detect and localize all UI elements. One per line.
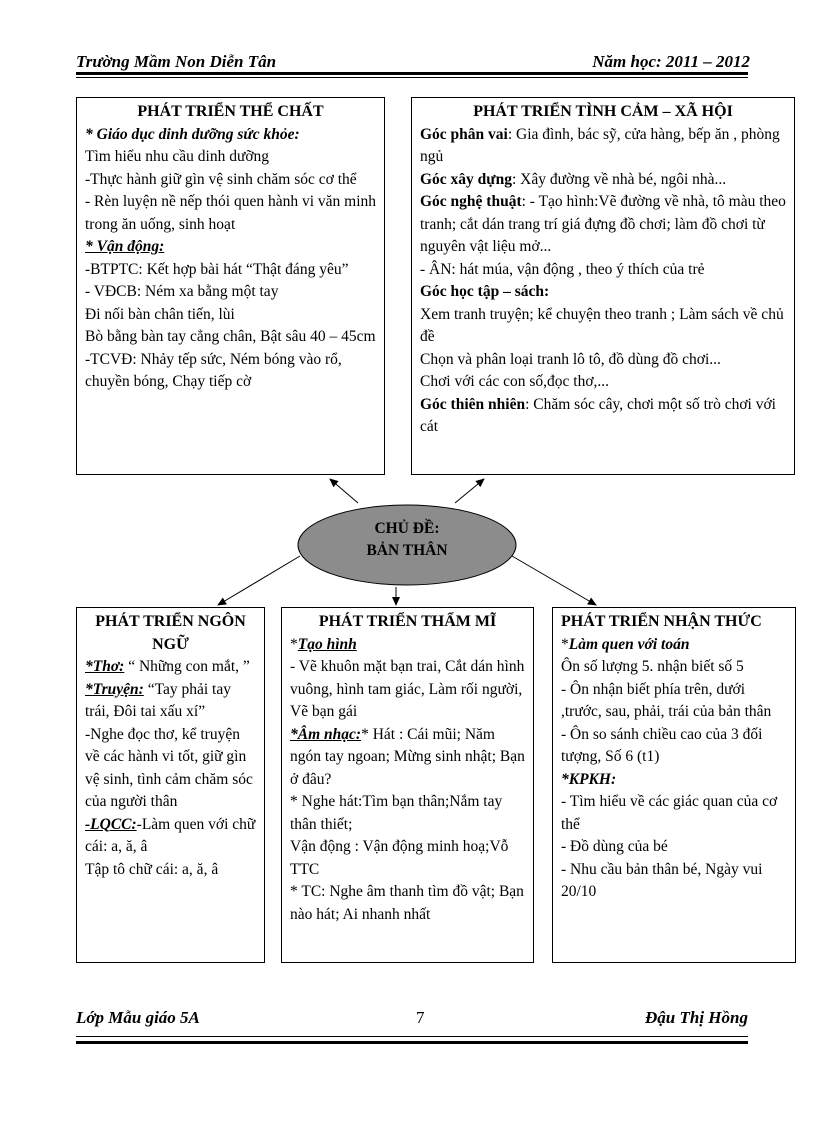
story-line — [85, 679, 256, 724]
motor-item: Đi nối bàn chân tiến, lùi — [85, 305, 235, 323]
nutrition-item: -Thực hành giữ gìn vệ sinh chăm sóc cơ thể — [85, 170, 357, 188]
art-music: - ÂN: hát múa, vận động , theo ý thích của trẻ — [420, 260, 705, 278]
story-text: “Tay phải tay trái, Đôi tai xấu xí” — [85, 680, 231, 720]
header-year: Năm học: 2011 – 2012 — [592, 52, 750, 71]
music-label: *Âm nhạc: — [290, 725, 362, 743]
study-item: Chơi với các con số,đọc thơ,... — [420, 373, 610, 390]
nature-text: : Chăm sóc cây, chơi một số trò chơi với cát — [420, 395, 776, 435]
math-item: - Ôn so sánh chiều cao của 3 đối tượng, Số 6 (t1) — [561, 725, 763, 765]
kpkh-item: - Tìm hiểu về các giác quan của cơ thể — [561, 793, 778, 833]
music-text: * Hát : Cái mũi; Năm ngón tay ngoan; Mừng sinh nhật; Bạn ở đâu? — [290, 725, 525, 788]
motor-heading: * Vận động: — [85, 238, 165, 255]
nutrition-heading: * Giáo dục dinh dưỡng sức khỏe: — [85, 125, 300, 143]
poem-line — [85, 656, 256, 679]
footer-teacher: Đậu Thị Hồng — [645, 1008, 748, 1027]
art-text: : - Tạo hình:Vẽ đường về nhà, tô màu theo tranh; cắt dán trang trí giá đựng đồ chơi; làm đồ chơi từ nguyên vật liệu mở... — [420, 193, 786, 255]
footer-rule-thin — [76, 1036, 748, 1037]
aesthetic-development-box — [281, 607, 534, 963]
lqcc-line — [85, 814, 256, 859]
kpkh-label: *KPKH: — [561, 770, 617, 788]
language-title: PHÁT TRIỂN NGÔN NGỮ — [95, 613, 246, 653]
poem-label: *Thơ: — [85, 658, 125, 675]
poem-text: “ Những con mắt, ” — [124, 658, 250, 675]
math-heading: *Làm quen với toán — [561, 635, 690, 653]
language-item: -Nghe đọc thơ, kể truyện về các hành vi tốt, giữ gìn vệ sinh, tình cảm chăm sóc của người thân — [85, 725, 253, 810]
art-heading: *Tạo hình — [290, 635, 357, 653]
arrow-to-physical — [330, 479, 358, 503]
cognitive-title: PHÁT TRIỂN NHẬN THỨC — [561, 613, 762, 630]
motor-item: -BTPTC: Kết hợp bài hát “Thật đáng yêu” — [85, 260, 349, 278]
lqcc-text: -Làm quen với chữ cái: a, ă, â — [85, 815, 256, 855]
footer-class: Lớp Mẫu giáo 5A — [76, 1008, 200, 1027]
arrow-to-social — [455, 479, 484, 503]
music-line — [290, 724, 525, 792]
social-title: PHÁT TRIỂN TÌNH CẢM – XÃ HỘI — [473, 103, 733, 120]
nature-corner — [420, 394, 786, 439]
role-label: Góc phân vai — [420, 125, 508, 143]
build-text: : Xây đường về nhà bé, ngôi nhà... — [511, 170, 727, 188]
listen-line: * Nghe hát:Tìm bạn thân;Nắm tay thân thiết; — [290, 793, 503, 833]
art-text: - Vẽ khuôn mặt bạn trai, Cắt dán hình vuông, hình tam giác, Làm rối người, Vẽ bạn gái — [290, 658, 525, 720]
motor-item: -TCVĐ: Nhảy tếp sức, Ném bóng vào rổ, chuyền bóng, Chạy tiếp cờ — [85, 350, 342, 390]
role-text: : Gia đình, bác sỹ, cửa hàng, bếp ăn , phòng ngủ — [420, 125, 780, 165]
language-development-box — [76, 607, 265, 963]
header-school: Trường Mầm Non Diễn Tân — [76, 52, 277, 71]
trace-line: Tập tô chữ cái: a, ă, â — [85, 860, 219, 878]
nutrition-item: Tìm hiểu nhu cầu dinh dưỡng — [85, 148, 270, 165]
arrow-to-language — [218, 556, 300, 605]
aesthetic-title: PHÁT TRIỂN THẨM MĨ — [318, 613, 497, 630]
motor-item: Bò bằng bàn tay cẳng chân, Bật sâu 40 – 45cm — [85, 328, 376, 345]
art-corner — [420, 191, 786, 259]
lqcc-label: -LQCC: — [85, 815, 137, 833]
cognitive-development-box — [552, 607, 796, 963]
role-corner — [420, 124, 786, 169]
physical-title: PHÁT TRIỂN THỂ CHẤT — [137, 103, 324, 120]
game-line: * TC: Nghe âm thanh tìm đồ vật; Bạn nào hát; Ai nhanh nhất — [290, 883, 524, 923]
footer-rule-thick — [76, 1041, 748, 1044]
nature-label: Góc thiên nhiên — [420, 395, 526, 413]
kpkh-item: - Đồ dùng của bé — [561, 838, 668, 855]
math-item: Ôn số lượng 5. nhận biết số 5 — [561, 658, 744, 675]
art-heading-label: Tạo hình — [297, 635, 357, 653]
story-label: *Truyện: — [85, 680, 144, 698]
topic-line2: BẢN THÂN — [366, 542, 448, 559]
topic-line1: CHỦ ĐỀ: — [374, 520, 440, 537]
study-label: Góc học tập – sách: — [420, 283, 550, 300]
study-item: Chọn và phân loại tranh lô tô, đồ dùng đồ chơi... — [420, 350, 721, 368]
art-label: Góc nghệ thuật — [420, 193, 522, 210]
arrow-to-cognitive — [512, 556, 596, 605]
physical-development-box — [76, 97, 385, 475]
study-item: Xem tranh truyện; kể chuyện theo tranh ; Làm sách về chủ đề — [420, 305, 784, 345]
motor-item: - VĐCB: Ném xa bằng một tay — [85, 283, 279, 300]
social-development-box — [411, 97, 795, 475]
math-item: - Ôn nhận biết phía trên, dưới ,trước, sau, phải, trái của bản thân — [561, 680, 772, 720]
topic-label — [296, 518, 518, 562]
build-corner — [420, 169, 786, 192]
build-label: Góc xây dựng — [420, 170, 512, 188]
kpkh-item: - Nhu cầu bản thân bé, Ngày vui 20/10 — [561, 860, 763, 900]
page-number: 7 — [416, 1008, 425, 1027]
math-label: Làm quen với toán — [568, 635, 690, 653]
movement-line: Vận động : Vận động minh hoạ;Vỗ TTC — [290, 838, 509, 878]
nutrition-item: - Rèn luyện nề nếp thói quen hành vi văn minh trong ăn uống, sinh hoạt — [85, 193, 376, 233]
